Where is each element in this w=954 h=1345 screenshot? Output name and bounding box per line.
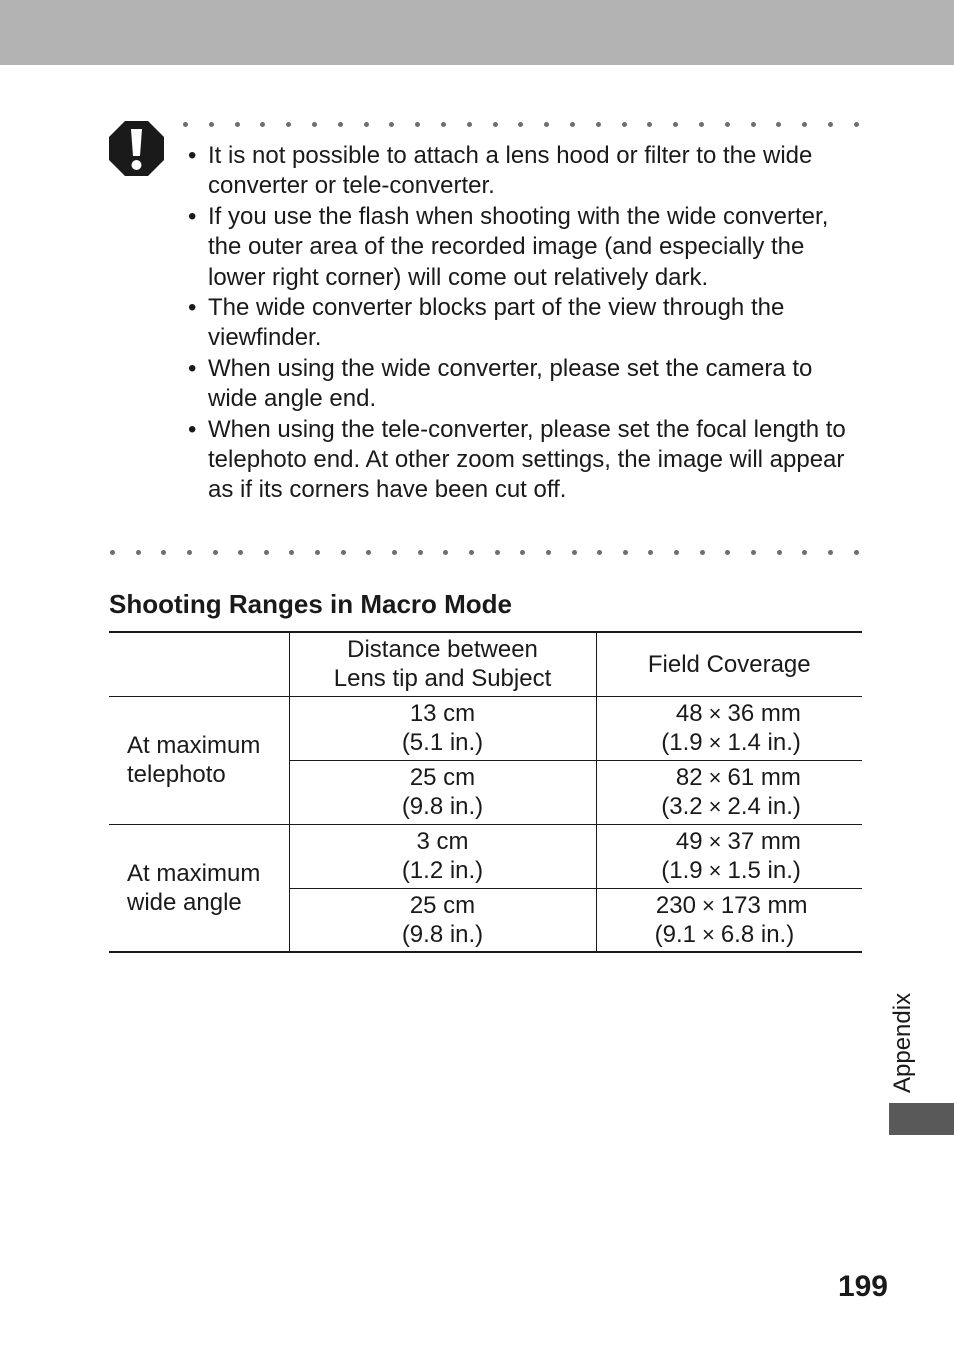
divider-dot xyxy=(209,122,214,127)
divider-dot xyxy=(338,122,343,127)
divider-dot xyxy=(751,122,756,127)
divider-dot xyxy=(518,122,523,127)
coverage-cell xyxy=(596,824,862,888)
dotted-divider-bottom xyxy=(110,548,859,556)
coverage-mm-height: 173 mm xyxy=(720,891,808,919)
coverage-in-height: 2.4 in.) xyxy=(727,793,801,820)
divider-dot xyxy=(441,122,446,127)
divider-dot xyxy=(674,550,679,555)
distance-cell xyxy=(289,824,596,888)
divider-dot xyxy=(725,122,730,127)
divider-dot xyxy=(364,122,369,127)
header-condition xyxy=(109,632,289,696)
divider-dot xyxy=(802,122,807,127)
caution-note: • When using the wide converter, please set the camera to wide angle end. xyxy=(188,354,868,415)
distance-in: (1.2 in.) xyxy=(401,857,484,884)
divider-dot xyxy=(828,550,833,555)
caution-exclamation-icon xyxy=(109,121,164,176)
caution-note: • It is not possible to attach a lens hood or filter to the wide converter or tele-converter. xyxy=(188,141,868,202)
distance-cm: 25 cm xyxy=(409,764,476,791)
macro-range-table xyxy=(109,631,862,953)
distance-in: (5.1 in.) xyxy=(401,729,484,756)
condition-line2: telephoto xyxy=(127,761,226,788)
coverage-mm-height: 36 mm xyxy=(727,700,801,727)
divider-dot xyxy=(443,550,448,555)
divider-dot xyxy=(493,122,498,127)
table-row xyxy=(109,824,862,888)
coverage-mm-width: 230 xyxy=(655,891,696,919)
divider-dot xyxy=(700,550,705,555)
page-number: 199 xyxy=(837,1270,888,1303)
divider-dot xyxy=(289,550,294,555)
distance-cm: 25 cm xyxy=(409,891,476,919)
divider-dot xyxy=(802,550,807,555)
caution-notes-list xyxy=(188,141,868,506)
coverage-mm-width: 82 xyxy=(675,764,703,791)
coverage-in-width: (3.2 xyxy=(661,793,703,820)
divider-dot xyxy=(648,550,653,555)
distance-in: (9.8 in.) xyxy=(401,793,484,820)
appendix-side-label: Appendix xyxy=(889,992,916,1093)
times-symbol: × xyxy=(708,765,722,790)
table-header-row xyxy=(109,632,862,696)
coverage-in-width: (1.9 xyxy=(661,729,703,756)
divider-dot xyxy=(544,122,549,127)
header-distance-line2: Lens tip and Subject xyxy=(333,665,552,693)
divider-dot xyxy=(136,550,141,555)
divider-dot xyxy=(546,550,551,555)
divider-dot xyxy=(495,550,500,555)
coverage-mm-width: 49 xyxy=(675,828,703,855)
times-symbol: × xyxy=(708,794,722,819)
distance-cell xyxy=(289,760,596,824)
times-symbol: × xyxy=(708,858,722,883)
divider-dot xyxy=(235,122,240,127)
coverage-in-width: (1.9 xyxy=(661,857,703,884)
distance-cell xyxy=(289,696,596,760)
divider-dot xyxy=(725,550,730,555)
dotted-divider-top xyxy=(183,120,859,128)
divider-dot xyxy=(777,550,782,555)
divider-dot xyxy=(415,122,420,127)
distance-cm: 13 cm xyxy=(409,700,476,727)
divider-dot xyxy=(699,122,704,127)
divider-dot xyxy=(341,550,346,555)
divider-dot xyxy=(854,122,859,127)
divider-dot xyxy=(286,122,291,127)
divider-dot xyxy=(776,122,781,127)
divider-dot xyxy=(389,122,394,127)
distance-in: (9.8 in.) xyxy=(401,920,484,948)
divider-dot xyxy=(315,550,320,555)
divider-dot xyxy=(418,550,423,555)
divider-dot xyxy=(469,550,474,555)
divider-dot xyxy=(572,550,577,555)
coverage-in-width: (9.1 xyxy=(654,920,696,948)
condition-line1: At maximum xyxy=(127,732,261,759)
times-symbol: × xyxy=(701,892,715,918)
header-coverage: Field Coverage xyxy=(596,632,862,696)
divider-dot xyxy=(467,122,472,127)
divider-dot xyxy=(647,122,652,127)
divider-dot xyxy=(596,122,601,127)
divider-dot xyxy=(751,550,756,555)
coverage-in-height: 1.4 in.) xyxy=(727,729,801,756)
distance-cm: 3 cm xyxy=(416,828,469,855)
coverage-mm-width: 48 xyxy=(675,700,703,727)
times-symbol: × xyxy=(708,829,722,854)
divider-dot xyxy=(597,550,602,555)
divider-dot xyxy=(264,550,269,555)
coverage-cell xyxy=(596,696,862,760)
distance-cell xyxy=(289,888,596,952)
divider-dot xyxy=(312,122,317,127)
divider-dot xyxy=(623,550,628,555)
coverage-cell xyxy=(596,888,862,952)
caution-note: • The wide converter blocks part of the view through the viewfinder. xyxy=(188,293,868,354)
divider-dot xyxy=(213,550,218,555)
divider-dot xyxy=(161,550,166,555)
divider-dot xyxy=(183,122,188,127)
divider-dot xyxy=(673,122,678,127)
appendix-tab-marker xyxy=(889,1103,954,1135)
caution-note: • When using the tele-converter, please set the focal length to telephoto end. At other zoom settings, the image will appear as if its corners have been cut off. xyxy=(188,415,868,506)
condition-telephoto xyxy=(109,696,289,824)
header-bar xyxy=(0,0,954,65)
table-row xyxy=(109,696,862,760)
coverage-mm-height: 61 mm xyxy=(727,764,801,791)
condition-line1: At maximum xyxy=(127,859,261,887)
divider-dot xyxy=(366,550,371,555)
divider-dot xyxy=(392,550,397,555)
divider-dot xyxy=(238,550,243,555)
condition-wide-angle xyxy=(109,824,289,952)
times-symbol: × xyxy=(708,701,722,726)
divider-dot xyxy=(622,122,627,127)
times-symbol: × xyxy=(701,921,715,947)
divider-dot xyxy=(854,550,859,555)
header-distance xyxy=(289,632,596,696)
divider-dot xyxy=(828,122,833,127)
coverage-in-height: 1.5 in.) xyxy=(727,857,801,884)
caution-note: • If you use the flash when shooting with the wide converter, the outer area of the recorded image (and especially the lower right corner) will come out relatively dark. xyxy=(188,202,868,293)
coverage-cell xyxy=(596,760,862,824)
divider-dot xyxy=(520,550,525,555)
coverage-mm-height: 37 mm xyxy=(727,828,801,855)
header-distance-line1: Distance between xyxy=(347,636,538,664)
divider-dot xyxy=(110,550,115,555)
times-symbol: × xyxy=(708,730,722,755)
divider-dot xyxy=(570,122,575,127)
divider-dot xyxy=(187,550,192,555)
divider-dot xyxy=(260,122,265,127)
condition-line2: wide angle xyxy=(127,888,242,916)
section-title: Shooting Ranges in Macro Mode xyxy=(109,589,513,619)
coverage-in-height: 6.8 in.) xyxy=(720,920,795,948)
